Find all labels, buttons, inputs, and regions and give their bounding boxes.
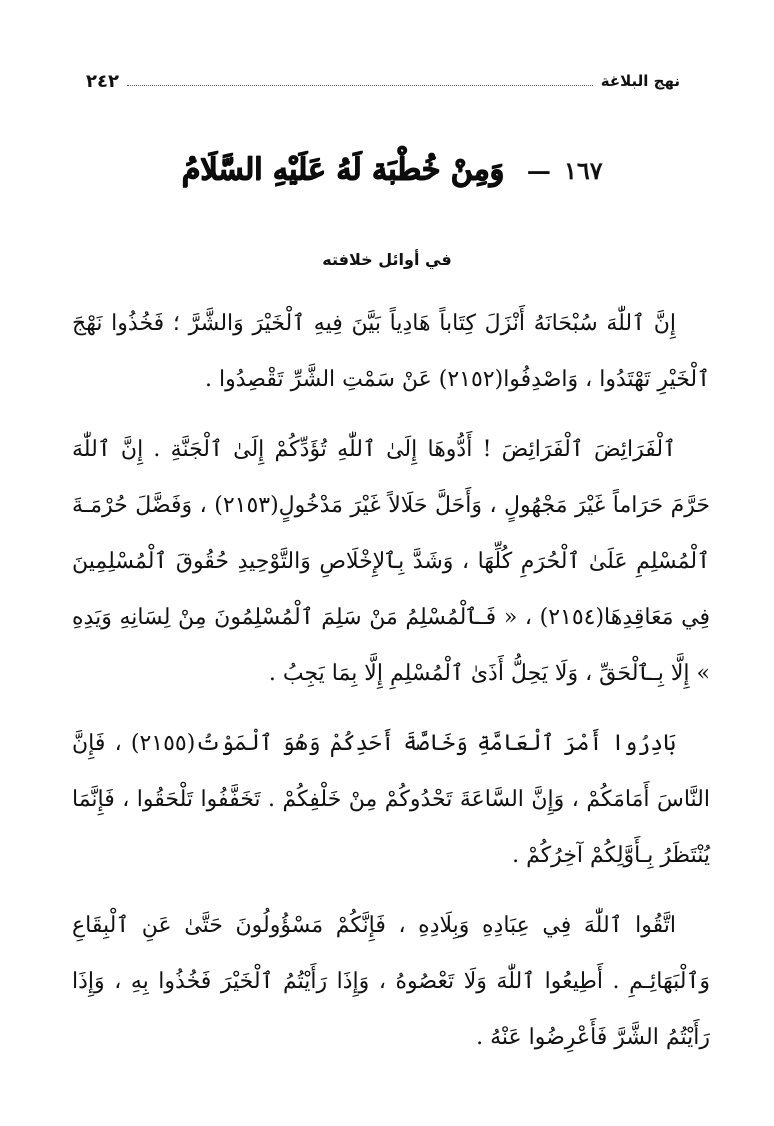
heading-dash: — [526, 156, 551, 185]
page-number: ٢٤٢ [86, 70, 119, 92]
running-header [86, 66, 680, 96]
sermon-title-calligraphy: وَمِنْ خُطْبَة لَهُ عَلَيْهِ السَّلَامُ [181, 152, 504, 187]
sermon-heading [0, 150, 774, 189]
paragraph: ٱلْفَرَائِضَ ٱلْفَرَائِضَ ! أَدُّوهَا إِلَىٰ ٱللّٰهِ تُؤَدِّكُمْ إِلَىٰ ٱلْجَنَّةِ . إِنَّ ٱللّٰهَ حَرَّمَ حَرَاماً غَيْرَ مَجْهُولٍ ، وَأَحَلَّ حَلَالاً غَيْرَ مَدْخُولٍ(٢١٥٣) ، وَفَضَّلَ حُرْمَـةَ ٱلْمُسْلِمِ عَلَىٰ ٱلْحُرَمِ كُلِّهَا ، وَشَدَّ بِٱلإِخْلَاصِ وَالتَّوْحِيدِ حُقُوقَ ٱلْمُسْلِمِينَ فِي مَعَاقِدِهَا(٢١٥٤) ، « فَـٱلْمُسْلِمُ مَنْ سَلِمَ ٱلْمُسْلِمُونَ مِنْ لِسَانِهِ وَيَدِهِ » إِلَّا بِـٱلْحَقِّ ، وَلَا يَحِلُّ أَذَىٰ ٱلْمُسْلِمِ إِلَّا بِمَا يَجِبُ . [72, 437, 710, 686]
sermon-subtitle: في أوائل خلافته [322, 250, 452, 269]
header-dotted-leader [127, 85, 593, 86]
paragraph: إِنَّ ٱللّٰهَ سُبْحَانَهُ أَنْزَلَ كِتَاباً هَادِياً بَيَّنَ فِيهِ ٱلْخَيْرَ وَالشَّرَّ ؛ فَخُذُوا نَهْجَ ٱلْخَيْرِ تَهْتَدُوا ، وَاصْدِفُوا(٢١٥٢) عَنْ سَمْتِ الشَّرِّ تَقْصِدُوا . [72, 311, 710, 392]
paragraph: اتَّقُوا ٱللّٰهَ فِي عِبَادِهِ وَبِلَادِهِ ، فَإِنَّكُمْ مَسْؤُولُونَ حَتَّىٰ عَنِ ٱلْبِقَاعِ وَٱلْبَهَائِـمِ . أَطِيعُوا ٱللّٰهَ وَلَا تَعْصُوهُ ، وَإِذَا رَأَيْتُمُ ٱلْخَيْرَ فَخُذُوا بِهِ ، وَإِذَا رَأَيْتُمُ الشَّرَّ فَأَعْرِضُوا عَنْهُ . [72, 913, 710, 1050]
paragraph: بَادِرُوا أَمْرَ ٱلْعَامَّةِ وَخَاصَّةَ أَحَدِكُمْ وَهُوَ ٱلْمَوْتُ(٢١٥٥) ، فَإِنَّ النَّاسَ أَمَامَكُمْ ، وَإِنَّ السَّاعَةَ تَحْدُوكُمْ مِنْ خَلْفِكُمْ . تَخَفَّفُوا تَلْحَقُوا ، فَإِنَّمَا يُنْتَظَرُ بِـأَوَّلِكُمْ آخِرُكُمْ . [72, 731, 710, 868]
book-title: نهج البلاغة [600, 72, 680, 90]
sermon-body [72, 296, 710, 1080]
sermon-number: ١٦٧ [563, 156, 603, 185]
